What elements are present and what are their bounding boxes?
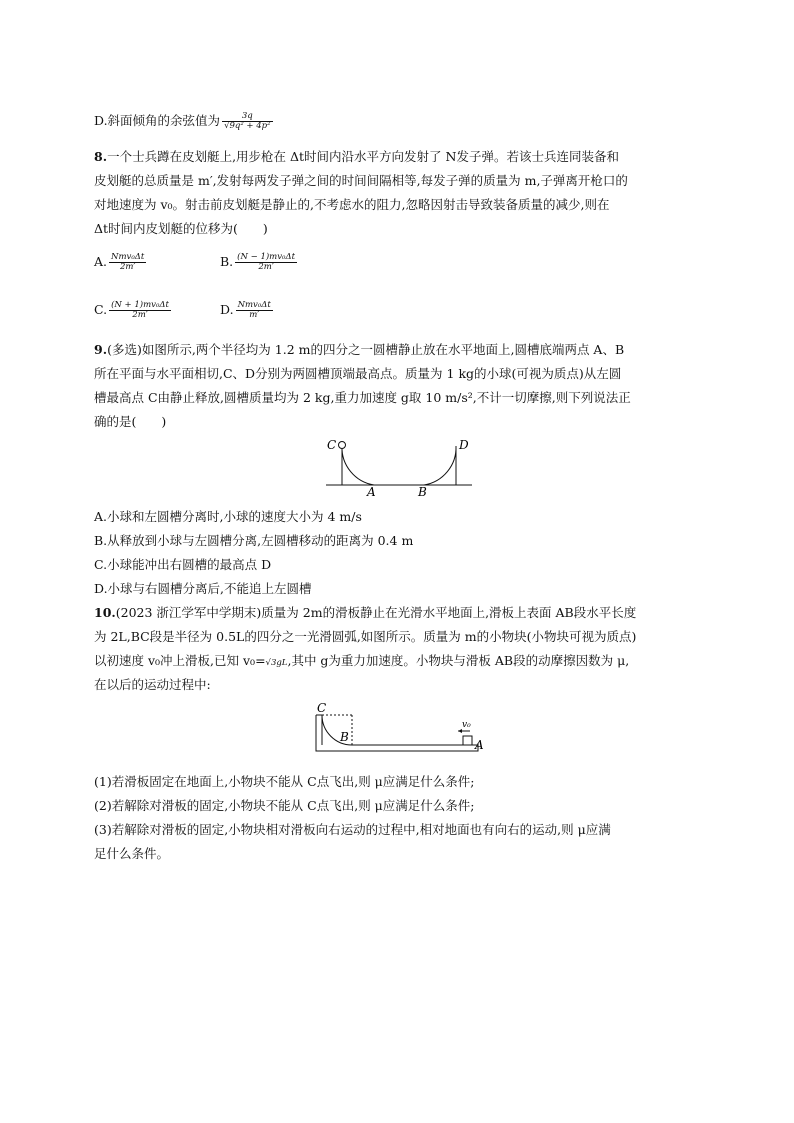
q10-label-c: C	[317, 701, 327, 715]
q9-label-a: A	[367, 485, 376, 499]
q8-stem-line-1	[94, 149, 619, 165]
q10-number: 10.	[94, 605, 116, 620]
q9-option-d: D.小球与右圆槽分离后,不能追上左圆槽	[94, 581, 312, 596]
q10-stem-line-2: 为 2L,BC段是半径为 0.5L的四分之一光滑圆弧,如图所示。质量为 m的小物块(小物块可视为质点)	[94, 629, 637, 644]
q8-option-d-num: Nmv₀Δt	[237, 300, 271, 310]
q10-part-2: (2)若解除对滑板的固定,小物块不能从 C点飞出,则 μ应满足什么条件;	[94, 798, 475, 813]
q7-option-d-fraction	[222, 112, 272, 131]
q10-label-b: B	[340, 730, 349, 744]
q8-stem-line-3: 对地速度为 v₀。射击前皮划艇是静止的,不考虑水的阻力,忽略因射击导致装备质量的减少,则在	[94, 197, 610, 212]
q8-option-b-label: B.	[220, 254, 234, 269]
q9-option-a: A.小球和左圆槽分离时,小球的速度大小为 4 m/s	[94, 509, 362, 524]
q10-part-1: (1)若滑板固定在地面上,小物块不能从 C点飞出,则 μ应满足什么条件;	[94, 774, 475, 789]
q8-option-a-label: A.	[94, 254, 108, 269]
q8-number: 8.	[94, 149, 108, 164]
q9-left-groove-arc	[342, 446, 374, 485]
q8-option-a-den: 2m′	[119, 262, 136, 272]
q7-option-d	[94, 112, 275, 131]
q10-label-v0: v₀	[462, 720, 471, 730]
q7-option-d-denominator: √9q² + 4p²	[224, 121, 271, 131]
q9-text-1: (多选)如图所示,两个半径均为 1.2 m的四分之一圆槽静止放在水平地面上,圆槽底端两点 A、B	[107, 342, 625, 357]
q9-stem-line-4: 确的是( )	[94, 414, 167, 429]
q9-figure	[318, 436, 478, 500]
q9-stem-line-1	[94, 342, 624, 358]
q9-ball	[339, 442, 346, 449]
q10-label-a: A	[475, 738, 484, 752]
q10-text-3-prefix: 以初速度 v₀冲上滑板,已知 v₀=	[94, 653, 266, 668]
q10-stem-line-1	[94, 605, 636, 621]
q8-stem-line-2: 皮划艇的总质量是 m′,发射每两发子弹之间的时间间隔相等,每发子弹的质量为 m,子弹离开枪口的	[94, 173, 628, 188]
q8-text-1: 一个士兵蹲在皮划艇上,用步枪在 Δt时间内沿水平方向发射了 N发子弹。若该士兵连同装备和	[107, 149, 619, 164]
q8-option-d-label: D.	[220, 302, 234, 317]
q10-figure	[308, 701, 492, 761]
q10-part-3: (3)若解除对滑板的固定,小物块相对滑板向右运动的过程中,相对地面也有向右的运动,则 μ应满	[94, 822, 611, 837]
q8-option-b-num: (N − 1)mv₀Δt	[237, 252, 295, 262]
q9-stem-line-2: 所在平面与水平面相切,C、D分别为两圆槽顶端最高点。质量为 1 kg的小球(可视为质点)从左圆	[94, 366, 622, 381]
q8-option-b-den: 2m′	[258, 262, 274, 272]
q10-text-3-suffix: ,其中 g为重力加速度。小物块与滑板 AB段的动摩擦因数为 μ,	[287, 653, 630, 668]
q8-option-c-label: C.	[94, 302, 108, 317]
q10-text-1: (2023 浙江学军中学期末)质量为 2m的滑板静止在光滑水平地面上,滑板上表面 AB段水平长度	[115, 605, 637, 620]
q10-block	[463, 736, 472, 745]
q8-option-a-num: Nmv₀Δt	[111, 252, 145, 262]
q7-option-d-numerator: 3q	[222, 112, 272, 122]
q9-label-b: B	[418, 485, 427, 499]
q8-option-c	[94, 301, 173, 320]
q8-option-a	[94, 253, 148, 272]
q8-option-d-den: m′	[249, 310, 260, 320]
q7-option-d-prefix: D.斜面倾角的余弦值为	[94, 113, 221, 128]
q8-option-c-num: (N + 1)mv₀Δt	[111, 300, 169, 310]
q9-number: 9.	[94, 342, 108, 357]
q9-option-b: B.从释放到小球与左圆槽分离,左圆槽移动的距离为 0.4 m	[94, 533, 414, 548]
q8-stem-line-4: Δt时间内皮划艇的位移为( )	[94, 221, 268, 236]
q10-v0-sqrt: √3gL	[265, 658, 288, 668]
q8-option-d	[220, 301, 275, 320]
q9-option-c: C.小球能冲出右圆槽的最高点 D	[94, 557, 272, 572]
q8-option-b	[220, 253, 299, 272]
q9-label-c: C	[327, 438, 337, 452]
q9-stem-line-3: 槽最高点 C由静止释放,圆槽质量均为 2 kg,重力加速度 g取 10 m/s²,不计一切摩擦,则下列说法正	[94, 390, 631, 405]
q8-option-c-den: 2m′	[132, 310, 148, 320]
q10-stem-line-3	[94, 653, 629, 671]
q9-label-d: D	[459, 438, 469, 452]
q10-part-3-cont: 足什么条件。	[94, 846, 170, 861]
q9-right-groove-arc	[424, 446, 456, 485]
q10-stem-line-4: 在以后的运动过程中:	[94, 677, 211, 692]
